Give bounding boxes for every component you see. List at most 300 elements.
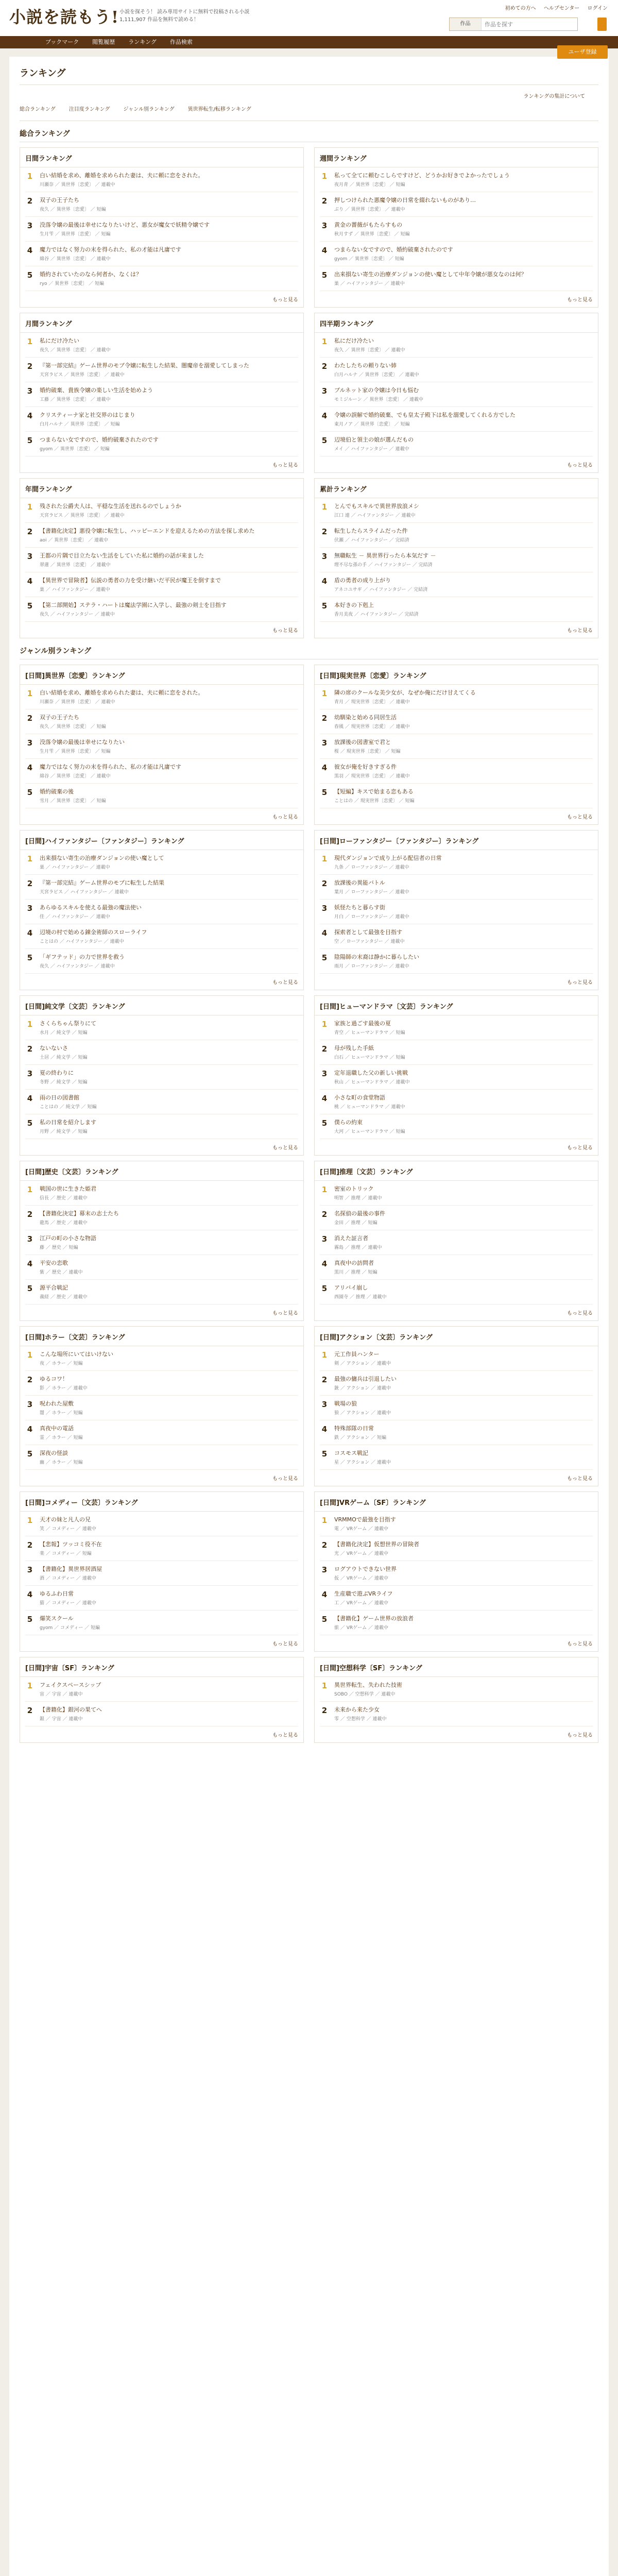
tab-overall[interactable]: 総合ランキング (20, 107, 56, 112)
work-title-link[interactable]: 辺境の村で始める錬金術師のスローライフ (40, 929, 147, 936)
tab-genre[interactable]: ジャンル別ランキング (123, 107, 175, 112)
ranking-item-body (40, 879, 298, 895)
work-title-link[interactable]: 婚約破棄の後 (40, 788, 74, 795)
work-title-link[interactable]: 盾の勇者の成り上がり (334, 577, 391, 584)
ranking-item-body (334, 1681, 593, 1697)
rank-number: 5 (321, 1615, 328, 1624)
ranking-item-body (40, 1210, 298, 1226)
more-link[interactable]: もっと見る (567, 1311, 593, 1316)
work-title-link[interactable]: 戦場の狼 (334, 1400, 357, 1407)
work-title-link[interactable]: 転生したらスライムだった件 (334, 528, 408, 534)
nav-ranking[interactable]: ランキング (128, 39, 157, 45)
work-meta: 空 ／ ローファンタジー ／ 連載中 (334, 939, 405, 944)
work-title-link[interactable]: 放課後の図書室で君と (334, 739, 391, 745)
work-title-link[interactable]: 夏の終わりに (40, 1070, 74, 1076)
rank-number: 4 (27, 246, 33, 255)
more-link[interactable]: もっと見る (272, 628, 298, 634)
work-title-link[interactable]: 幼馴染と始める同居生活 (334, 714, 397, 721)
work-title-link[interactable]: 妖怪たちと暮らす街 (334, 904, 385, 911)
ranking-card (314, 830, 598, 990)
work-meta: 巣 ／ ハイファンタジー ／ 連載中 (40, 865, 110, 870)
ranking-item (320, 333, 593, 358)
ranking-item (25, 1445, 298, 1470)
ranking-card (20, 1657, 304, 1743)
ranking-item-body (40, 270, 298, 286)
search-input[interactable] (482, 18, 577, 30)
site-description: 小説を探そう！ 読み専用サイトに無料で投稿される小説 1,111,907 作品を無料で読める！ (119, 9, 250, 23)
ranking-item-body (334, 527, 593, 543)
rank-number: 4 (321, 577, 328, 586)
work-meta: 電 ／ VRゲーム ／ 連載中 (334, 1527, 388, 1532)
rank-number: 4 (27, 577, 33, 586)
work-title-link[interactable]: 【異世界で冒険者】伝説の勇者の力を受け継いだ平民が魔王を倒すまで (40, 577, 221, 584)
ranking-item (320, 382, 593, 407)
work-title-link[interactable]: 【書籍化】ゲーム世界の放浪者 (334, 1615, 414, 1622)
ranking-item (320, 1536, 593, 1561)
work-title-link[interactable]: 【書籍化決定】幕末の志士たち (40, 1210, 119, 1217)
work-meta: ぶり ／ 異世界〔恋愛〕 ／ 連載中 (334, 207, 405, 212)
ranking-grid (20, 142, 598, 638)
work-title-link[interactable]: 没落令嬢の最後は幸せになりたいけど、悪女が魔女で妖精令嬢です (40, 222, 210, 228)
work-title-link[interactable]: 江戸の町の小さな物語 (40, 1235, 96, 1242)
main-content (9, 57, 609, 2576)
more-link[interactable]: もっと見る (272, 980, 298, 986)
rank-number: 2 (27, 1540, 33, 1550)
work-title-link[interactable]: 元工作員ハンター (334, 1351, 380, 1358)
rank-number: 4 (321, 928, 328, 938)
nav-history[interactable]: 閲覧履歴 (92, 39, 115, 45)
ranking-item (25, 192, 298, 217)
ranking-item-body (334, 1615, 593, 1631)
search-box (449, 18, 578, 31)
more-link[interactable]: もっと見る (567, 1733, 593, 1738)
work-title-link[interactable]: 源平合戦記 (40, 1284, 68, 1291)
more-link[interactable]: もっと見る (567, 980, 593, 986)
work-title-link[interactable]: 密室のトリック (334, 1185, 374, 1192)
ranking-item-body (40, 1069, 298, 1085)
ranking-item (25, 1206, 298, 1230)
ranking-card-title: [日間]アクション〔文芸〕ランキング (315, 1327, 598, 1346)
top-link-login[interactable]: ログイン (587, 6, 608, 11)
section-title: ジャンル別ランキング (20, 642, 598, 659)
work-title-link[interactable]: 出来損ない寄生の治療ダンジョンの使い魔として中年令嬢が悪女なのは何？ (334, 271, 527, 278)
ranking-item (25, 1396, 298, 1420)
rank-number: 4 (321, 1259, 328, 1268)
work-meta: 翠蓮 ／ 異世界〔恋愛〕 ／ 連載中 (40, 563, 111, 568)
ranking-card (314, 1161, 598, 1321)
work-title-link[interactable]: 【書籍化決定】仮想世界の冒険者 (334, 1541, 419, 1548)
rank-number: 5 (27, 1615, 33, 1624)
work-meta: 笑 ／ コメディー ／ 連載中 (40, 1527, 96, 1532)
work-title-link[interactable]: ゆるコワ！ (40, 1376, 68, 1382)
work-title-link[interactable]: 平安の恋歌 (40, 1260, 68, 1266)
search-button[interactable] (597, 18, 607, 31)
more-link[interactable]: もっと見る (567, 628, 593, 634)
ranking-item (320, 1181, 593, 1206)
more-link[interactable]: もっと見る (272, 1145, 298, 1151)
work-title-link[interactable]: 魔力ではなく努力の末を得られた、私の才能は凡庸です (40, 246, 181, 253)
work-meta: 幽 ／ ホラー ／ 短編 (40, 1460, 83, 1465)
ranking-item (320, 1065, 593, 1090)
rank-number: 2 (27, 196, 33, 206)
work-title-link[interactable]: アリバイ崩し (334, 1284, 368, 1291)
more-link[interactable]: もっと見る (272, 1733, 298, 1738)
work-meta: 天宮ラピス ／ 異世界〔恋愛〕 ／ 連載中 (40, 372, 125, 378)
ranking-item (25, 266, 298, 291)
work-meta: 天宮ラピス ／ 異世界〔恋愛〕 ／ 連載中 (40, 513, 125, 518)
more-link[interactable]: もっと見る (567, 1145, 593, 1151)
rank-number: 5 (27, 436, 33, 445)
ranking-item-body (334, 1400, 593, 1416)
work-meta: 理不尽な孫の手 ／ ハイファンタジー ／ 完結済 (334, 563, 433, 568)
ranking-item (320, 407, 593, 432)
work-meta: 夜久 ／ ハイファンタジー ／ 連載中 (40, 964, 115, 969)
ranking-item-body (334, 1449, 593, 1465)
work-title-link[interactable]: 「ギフテッド」の力で世界を救う (40, 954, 125, 960)
rank-number: 4 (321, 1590, 328, 1599)
ranking-item (25, 382, 298, 407)
work-title-link[interactable]: 双子の王子たち (40, 714, 79, 721)
ranking-item-body (334, 1094, 593, 1110)
work-title-link[interactable]: 定年退職した父の新しい挑戦 (334, 1070, 408, 1076)
register-button[interactable]: ユーザ登録 (557, 45, 608, 59)
ranking-item-body (40, 928, 298, 944)
rank-number: 5 (321, 270, 328, 280)
ranking-item (25, 949, 298, 974)
tab-isekai[interactable]: 異世界転生/転移ランキング (187, 107, 251, 112)
work-title-link[interactable]: 私の日常を紹介します (40, 1119, 96, 1126)
more-link[interactable]: もっと見る (272, 815, 298, 820)
rank-number: 5 (27, 953, 33, 962)
rank-number: 5 (27, 1449, 33, 1459)
rank-number: 2 (27, 1706, 33, 1715)
ranking-card-title: 年間ランキング (20, 479, 303, 498)
rank-number: 5 (321, 1284, 328, 1293)
ranking-item (320, 1561, 593, 1586)
ranking-card-title: [日間]歴史〔文芸〕ランキング (20, 1161, 303, 1181)
work-title-link[interactable]: 未来から来た少女 (334, 1706, 380, 1713)
ranking-item-body (334, 246, 593, 262)
ranking-card (314, 665, 598, 825)
rank-number: 1 (27, 502, 33, 512)
ranking-tabs (20, 105, 598, 121)
work-title-link[interactable]: 最強の傭兵は引退したい (334, 1376, 397, 1382)
work-title-link[interactable]: 陰陽師の末裔は静かに暮らしたい (334, 954, 419, 960)
ranking-item (320, 1396, 593, 1420)
ranking-item (25, 572, 298, 597)
ranking-item (25, 1280, 298, 1304)
ranking-item (25, 358, 298, 382)
work-title-link[interactable]: つまらない女ですので、婚約破棄されたのです (40, 436, 159, 443)
rank-number: 1 (321, 1185, 328, 1194)
work-title-link[interactable]: 【第二部開始】ステラ・ハートは魔法学園に入学し、最強の剣士を目指す (40, 602, 227, 608)
rank-number: 4 (321, 1094, 328, 1103)
work-meta: 夜久 ／ 異世界〔恋愛〕 ／ 連載中 (334, 348, 405, 353)
work-title-link[interactable]: 【書籍化決定】悪役令嬢に転生し、ハッピーエンドを迎えるための方法を探し求めた (40, 528, 255, 534)
ranking-item-body (334, 502, 593, 518)
nav-search[interactable]: 作品検索 (169, 39, 193, 45)
work-meta: gyom ／ 異世界〔恋愛〕 ／ 短編 (334, 257, 404, 262)
work-title-link[interactable]: 消えた証言者 (334, 1235, 368, 1242)
work-title-link[interactable]: 放課後の異能バトル (334, 879, 385, 886)
work-title-link[interactable]: 本好きの下剋上 (334, 602, 374, 608)
more-link[interactable]: もっと見る (567, 815, 593, 820)
work-title-link[interactable]: フェイクスペースシップ (40, 1682, 101, 1688)
work-meta: 冬野 ／ 純文学 ／ 短編 (40, 1080, 88, 1085)
ranking-about-link[interactable]: ランキングの集計について (523, 94, 585, 99)
rank-number: 2 (321, 714, 328, 723)
work-title-link[interactable]: 真夜中の電話 (40, 1425, 74, 1432)
ranking-sections (20, 125, 598, 1743)
ranking-item (320, 734, 593, 759)
work-title-link[interactable]: VRMMOで最強を目指す (334, 1516, 396, 1523)
work-meta: 闇 ／ ホラー ／ 短編 (40, 1411, 83, 1416)
ranking-item (320, 1702, 593, 1726)
ranking-item-body (334, 879, 593, 895)
rank-number: 3 (27, 904, 33, 913)
work-title-link[interactable]: 探索者として最強を目指す (334, 929, 402, 936)
ranking-card-title: [日間]ローファンタジー〔ファンタジー〕ランキング (315, 831, 598, 850)
work-title-link[interactable]: 異世界転生、失われた技術 (334, 1682, 402, 1688)
nav-bookmark[interactable]: ブックマーク (45, 39, 79, 45)
work-title-link[interactable]: 深夜の怪談 (40, 1450, 68, 1456)
work-title-link[interactable]: 小さな町の食堂物語 (334, 1094, 385, 1101)
work-title-link[interactable]: 現代ダンジョンで成り上がる配信者の日常 (334, 855, 442, 861)
ranking-item-body (40, 854, 298, 870)
ranking-item (320, 709, 593, 734)
work-title-link[interactable]: 天才の妹と凡人の兄 (40, 1516, 91, 1523)
rank-number: 1 (27, 1185, 33, 1194)
ranking-item (25, 498, 298, 523)
work-title-link[interactable]: 出来損ない寄生の治療ダンジョンの使い魔として (40, 855, 164, 861)
tab-attention[interactable]: 注目度ランキング (68, 107, 110, 112)
ranking-item-body (40, 738, 298, 754)
work-title-link[interactable]: 雨の日の図書館 (40, 1094, 79, 1101)
work-meta: 楽 ／ コメディー ／ 短編 (40, 1551, 92, 1556)
ranking-item-body (334, 362, 593, 378)
work-meta: 工藤 ／ 異世界〔恋愛〕 ／ 連載中 (40, 397, 111, 402)
rank-number: 1 (27, 689, 33, 698)
ranking-card-title: 月間ランキング (20, 313, 303, 333)
ranking-item-body (40, 436, 298, 452)
more-link[interactable]: もっと見る (272, 1641, 298, 1647)
work-title-link[interactable]: 名探偵の最後の事件 (334, 1210, 385, 1217)
work-title-link[interactable]: 白い結婚を求め、離婚を求められた妻は、夫に頼に恋をされた。 (40, 689, 204, 696)
rank-number: 2 (27, 1375, 33, 1384)
work-title-link[interactable]: 私にだけ冷たい (40, 337, 79, 344)
work-meta: 龍馬 ／ 歴史 ／ 連載中 (40, 1221, 88, 1226)
ranking-item-body (334, 1234, 593, 1250)
work-title-link[interactable]: あらゆるスキルを使える最強の魔法使い (40, 904, 142, 911)
work-title-link[interactable]: わたしたちの頼りない姉 (334, 362, 397, 369)
ranking-card (20, 147, 304, 308)
work-meta: 白月ハルナ ／ 異世界〔恋愛〕 ／ 連載中 (334, 372, 419, 378)
ranking-item (25, 1346, 298, 1371)
top-link-beginner[interactable]: 初めての方へ (505, 6, 536, 11)
rank-number: 4 (27, 1590, 33, 1599)
rank-number: 4 (321, 1425, 328, 1434)
ranking-item-body (334, 337, 593, 353)
work-title-link[interactable]: 双子の王子たち (40, 197, 79, 204)
work-title-link[interactable]: 特殊部隊の日常 (334, 1425, 374, 1432)
work-meta: 紫 ／ 歴史 ／ 連載中 (40, 1270, 83, 1275)
ranking-item-body (40, 1516, 298, 1532)
work-title-link[interactable]: ブルネット家の令嬢は今日も悩む (334, 387, 419, 394)
work-title-link[interactable]: とんでもスキルで異世界放浪メシ (334, 503, 419, 510)
more-link[interactable]: もっと見る (567, 1476, 593, 1482)
work-meta: 川瀬奈 ／ 異世界〔恋愛〕 ／ 連載中 (40, 182, 115, 188)
ranking-card-title: 日間ランキング (20, 148, 303, 167)
work-meta: 秋月すず ／ 異世界〔恋愛〕 ／ 短編 (334, 232, 410, 237)
rank-number: 2 (321, 1540, 328, 1550)
ranking-item-body (40, 1425, 298, 1440)
rank-number: 5 (321, 601, 328, 611)
ranking-card (314, 147, 598, 308)
work-title-link[interactable]: 呪われた屋敷 (40, 1400, 74, 1407)
site-logo[interactable]: 小説を読もう! (9, 7, 119, 27)
rank-number: 3 (27, 386, 33, 396)
rank-number: 1 (321, 1516, 328, 1525)
work-title-link[interactable]: 戦国の世に生きた姫君 (40, 1185, 96, 1192)
work-title-link[interactable]: コスモス戦記 (334, 1450, 368, 1456)
ranking-item-body (334, 1350, 593, 1366)
ranking-item (320, 850, 593, 875)
work-meta: 桜 ／ 現実世界〔恋愛〕 ／ 短編 (334, 749, 401, 754)
ranking-item-body (334, 1118, 593, 1134)
work-title-link[interactable]: クリスティーナ家と社交界のはじまり (40, 412, 135, 418)
work-title-link[interactable]: つまらない女ですので、婚約破棄されたのです (334, 246, 453, 253)
work-title-link[interactable]: 真夜中の訪問者 (334, 1260, 374, 1266)
ranking-item-body (334, 738, 593, 754)
more-link[interactable]: もっと見る (272, 463, 298, 468)
rank-number: 3 (27, 552, 33, 561)
work-title-link[interactable]: 令嬢の誤解で婚約破棄、でも皇太子殿下は私を溺愛してくれる方でした (334, 412, 516, 418)
ranking-item-body (40, 337, 298, 353)
rank-number: 3 (321, 1400, 328, 1409)
work-title-link[interactable]: 母が残した手紙 (334, 1045, 374, 1052)
ranking-item-body (40, 1449, 298, 1465)
ranking-card (314, 1492, 598, 1652)
ranking-item (25, 333, 298, 358)
work-title-link[interactable]: 【書籍化】異世界居酒屋 (40, 1566, 102, 1572)
work-title-link[interactable]: 生産職で遊ぶVRライフ (334, 1590, 393, 1597)
ranking-item (25, 1561, 298, 1586)
rank-number: 2 (321, 1210, 328, 1219)
ranking-item (25, 875, 298, 900)
work-title-link[interactable]: 【短編】キスで始まる恋もある (334, 788, 414, 795)
ranking-item-body (334, 854, 593, 870)
work-title-link[interactable]: 黄金の薔薇がもたらすもの (334, 222, 402, 228)
work-title-link[interactable]: 爆笑スクール (40, 1615, 74, 1622)
ranking-card-title: [日間]純文学〔文芸〕ランキング (20, 996, 303, 1015)
work-meta: gyom ／ 異世界〔恋愛〕 ／ 短編 (40, 447, 110, 452)
ranking-card (20, 1326, 304, 1486)
rank-number: 1 (27, 1350, 33, 1360)
ranking-item-body (334, 953, 593, 969)
rank-number: 2 (27, 362, 33, 371)
work-title-link[interactable]: ゆるふわ日常 (40, 1590, 74, 1597)
ranking-item-body (40, 386, 298, 402)
rank-number: 1 (321, 854, 328, 863)
rank-number: 4 (321, 246, 328, 255)
work-title-link[interactable]: 魔力ではなく努力の末を得られた、私の才能は凡庸です (40, 764, 181, 770)
work-title-link[interactable]: 白い結婚を求め、離婚を求められた妻は、夫に頼に恋をされた。 (40, 172, 204, 179)
ranking-item-body (40, 1284, 298, 1300)
ranking-item-body (40, 527, 298, 543)
work-title-link[interactable]: ログアウトできない世界 (334, 1566, 397, 1572)
ranking-item-body (334, 552, 593, 568)
work-title-link[interactable]: さくらちゃん祭りにて (40, 1020, 96, 1027)
work-title-link[interactable]: 残された公爵夫人は、平穏な生活を送れるのでしょうか (40, 503, 181, 510)
work-title-link[interactable]: 王都の片隅で目立たない生活をしていた私に婚約の話が来ました (40, 552, 204, 559)
work-title-link[interactable]: 隣の席のクールな美少女が、なぜか俺にだけ甘えてくる (334, 689, 476, 696)
ranking-item-body (334, 1069, 593, 1085)
rank-number: 1 (321, 502, 328, 512)
work-meta: 東月ノア ／ 異世界〔恋愛〕 ／ 短編 (334, 422, 410, 427)
ranking-item-body (334, 714, 593, 730)
more-link[interactable]: もっと見る (272, 297, 298, 303)
search-type-select[interactable]: 作品 (450, 18, 482, 30)
more-link[interactable]: もっと見る (567, 1641, 593, 1647)
work-title-link[interactable]: 無職転生 － 異世界行ったら本気だす － (334, 552, 436, 559)
work-title-link[interactable]: ないないさ (40, 1045, 68, 1052)
ranking-item-body (40, 763, 298, 779)
ranking-item-body (334, 1185, 593, 1201)
ranking-item-body (40, 411, 298, 427)
more-link[interactable]: もっと見る (567, 463, 593, 468)
ranking-card (314, 313, 598, 473)
work-title-link[interactable]: 『第一部完結』ゲーム世界のモブに転生した結果 (40, 879, 164, 886)
work-meta: 夜久 ／ ハイファンタジー ／ 連載中 (40, 612, 115, 617)
work-meta: メイ ／ ハイファンタジー ／ 連載中 (334, 447, 409, 452)
work-title-link[interactable]: 私って全てに頼むこしらですけど、どうかお好きでよかったでしょう (334, 172, 510, 179)
work-title-link[interactable]: 没落令嬢の最後は幸せになりたい (40, 739, 125, 745)
work-title-link[interactable]: 僕らの約束 (334, 1119, 363, 1126)
rank-number: 3 (321, 1069, 328, 1078)
work-title-link[interactable]: こんな場所にいてはいけない (40, 1351, 113, 1358)
ranking-item-body (40, 1234, 298, 1250)
work-title-link[interactable]: 【悲報】ツッコミ役不在 (40, 1541, 102, 1548)
work-title-link[interactable]: 婚約されていたのなら何者か、なくは？ (40, 271, 142, 278)
work-title-link[interactable]: 『第一部完結』ゲーム世界のモブ令嬢に転生した結果、闇魔帝を溺愛してしまった (40, 362, 249, 369)
more-link[interactable]: もっと見る (567, 297, 593, 303)
work-title-link[interactable]: 押しつけられた悪魔令嬢の日常を綴れないものがあり… (334, 197, 476, 204)
rank-number: 1 (27, 1516, 33, 1525)
more-link[interactable]: もっと見る (272, 1311, 298, 1316)
work-title-link[interactable]: 私にだけ冷たい (334, 337, 374, 344)
rank-number: 3 (321, 1565, 328, 1574)
work-title-link[interactable]: 彼女が俺を好きすぎる件 (334, 764, 397, 770)
ranking-card-title: [日間]ヒューマンドラマ〔文芸〕ランキング (315, 996, 598, 1015)
section-title: 総合ランキング (20, 125, 598, 142)
work-meta: 青月 ／ 現実世界〔恋愛〕 ／ 連載中 (334, 700, 410, 705)
work-meta: 伏瀬 ／ ハイファンタジー ／ 完結済 (334, 538, 409, 543)
ranking-grid (20, 659, 598, 1743)
ranking-item (25, 242, 298, 266)
work-title-link[interactable]: 家族と過ごす最後の夏 (334, 1020, 391, 1027)
ranking-card (20, 830, 304, 990)
work-title-link[interactable]: 辺境伯と領主の娘が選んだもの (334, 436, 414, 443)
work-title-link[interactable]: 婚約破棄、貴族令嬢の楽しい生活を始めよう (40, 387, 153, 394)
ranking-item-body (334, 1375, 593, 1391)
ranking-item (25, 850, 298, 875)
ranking-item (320, 1346, 593, 1371)
work-title-link[interactable]: 【書籍化】銀河の果てへ (40, 1706, 102, 1713)
more-link[interactable]: もっと見る (272, 1476, 298, 1482)
top-link-help[interactable]: ヘルプセンター (543, 6, 580, 11)
rank-number: 2 (27, 879, 33, 888)
ranking-item (320, 192, 593, 217)
